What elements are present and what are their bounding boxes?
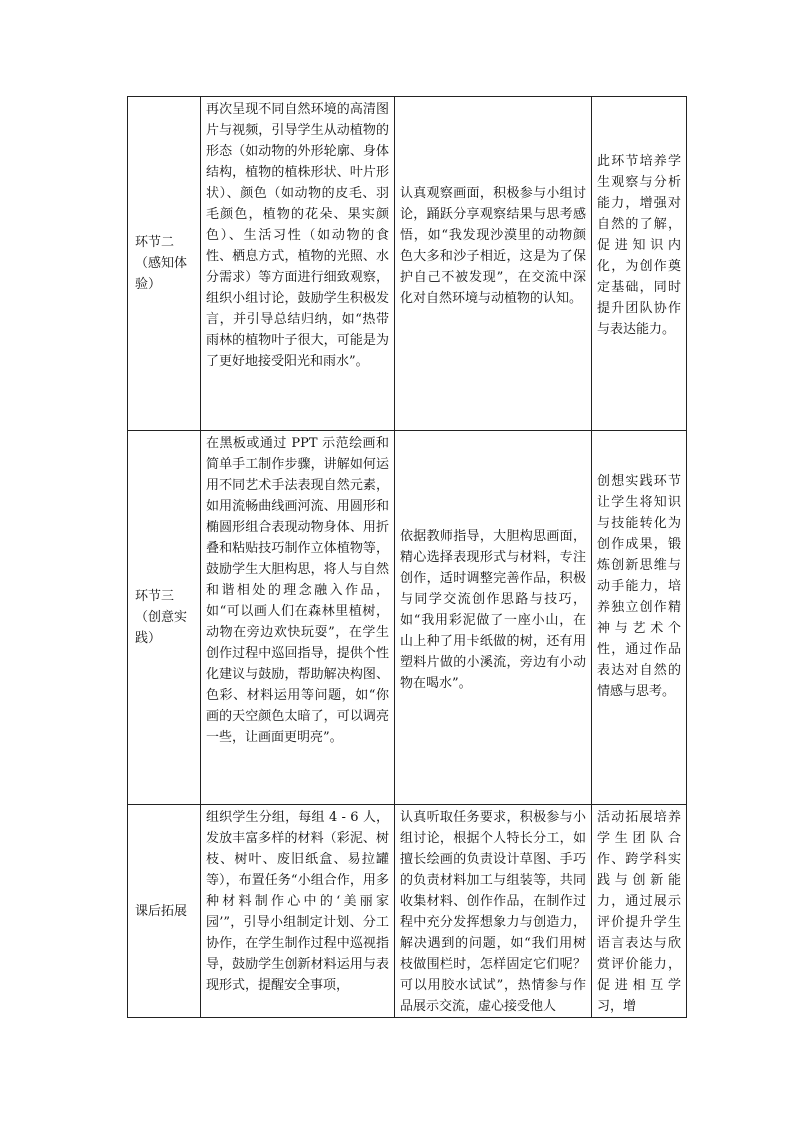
student-activity-cell [395, 431, 592, 805]
design-intent-cell [592, 431, 687, 805]
stage-cell [128, 805, 201, 1018]
teacher-activity-cell [201, 431, 395, 805]
table-row [128, 805, 687, 1018]
lesson-plan-table [127, 96, 687, 1018]
teacher-activity-cell [201, 805, 395, 1018]
design-intent-text: 此环节培养学生观察与分析能力，增强对自然的了解，促进知识内化，为创作奠定基础，同时提升团队协作与表达能力。 [597, 154, 681, 337]
design-intent-text: 创想实践环节让学生将知识与技能转化为创作成果，锻炼创新思维与动手能力，培养独立创作精神与艺术个性，通过作品表达对自然的情感与思考。 [597, 474, 681, 699]
stage-label: 课后拓展 [135, 903, 188, 919]
stage-cell [128, 97, 201, 431]
design-intent-text: 活动拓展培养学生团队合作、跨学科实践与创新能力，通过展示评价提升学生语言表达与欣赏评价能力，促进相互学习，增 [597, 810, 681, 1014]
teacher-activity-text: 组织学生分组，每组 4 - 6 人，发放丰富多样的材料（彩泥、树枝、树叶、废旧纸盒、易拉罐等），布置任务“小组合作，用多种材料制作心中的‘美丽家园’”，引导小组制定计划、分工协作，在学生制作过程中巡视指导，鼓励学生创新材料运用与表现形式，提醒安全事项， [206, 810, 389, 993]
student-activity-cell [395, 97, 592, 431]
stage-cell [128, 431, 201, 805]
teacher-activity-text: 在黑板或通过 PPT 示范绘画和简单手工制作步骤，讲解如何运用不同艺术手法表现自然元素，如用流畅曲线画河流、用圆形和椭圆形组合表现动物身体、用折叠和粘贴技巧制作立体植物等，鼓励学生大胆构思，将人与自然和谐相处的理念融入作品，如“可以画人们在森林里植树，动物在旁边欢快玩耍”，在学生创作过程中巡回指导，提供个性化建议与鼓励，帮助解决构图、色彩、材料运用等问题，如“你画的天空颜色太暗了，可以调亮一些，让画面更明亮”。 [206, 436, 389, 745]
student-activity-text: 依据教师指导，大胆构思画面，精心选择表现形式与材料，专注创作，适时调整完善作品，积极与同学交流创作思路与技巧，如“我用彩泥做了一座小山，在山上种了用卡纸做的树，还有用塑料片做的小溪流，旁边有小动物在喝水”。 [400, 529, 586, 691]
teacher-activity-text: 再次呈现不同自然环境的高清图片与视频，引导学生从动植物的形态（如动物的外形轮廓、身体结构，植物的植株形状、叶片形状）、颜色（如动物的皮毛、羽毛颜色，植物的花朵、果实颜色）、生活习性（如动物的食性、栖息方式，植物的光照、水分需求）等方面进行细致观察，组织小组讨论，鼓励学生积极发言，并引导总结归纳，如“热带雨林的植物叶子很大，可能是为了更好地接受阳光和雨水”。 [206, 102, 389, 369]
design-intent-cell [592, 97, 687, 431]
stage-label: 环节三（创意实践） [135, 589, 188, 646]
student-activity-cell [395, 805, 592, 1018]
table-row [128, 97, 687, 431]
teacher-activity-cell [201, 97, 395, 431]
stage-label: 环节二（感知体验） [135, 235, 188, 292]
design-intent-cell [592, 805, 687, 1018]
student-activity-text: 认真观察画面，积极参与小组讨论，踊跃分享观察结果与思考感悟，如“我发现沙漠里的动物颜色大多和沙子相近，这是为了保护自己不被发现”，在交流中深化对自然环境与动植物的认知。 [400, 186, 586, 306]
table-row [128, 431, 687, 805]
student-activity-text: 认真听取任务要求，积极参与小组讨论，根据个人特长分工，如擅长绘画的负责设计草图、手巧的负责材料加工与组装等，共同收集材料、创作作品，在制作过程中充分发挥想象力与创造力，解决遇到的问题，如“我们用树枝做围栏时，怎样固定它们呢？可以用胶水试试”，热情参与作品展示交流，虚心接受他人 [400, 810, 586, 1014]
